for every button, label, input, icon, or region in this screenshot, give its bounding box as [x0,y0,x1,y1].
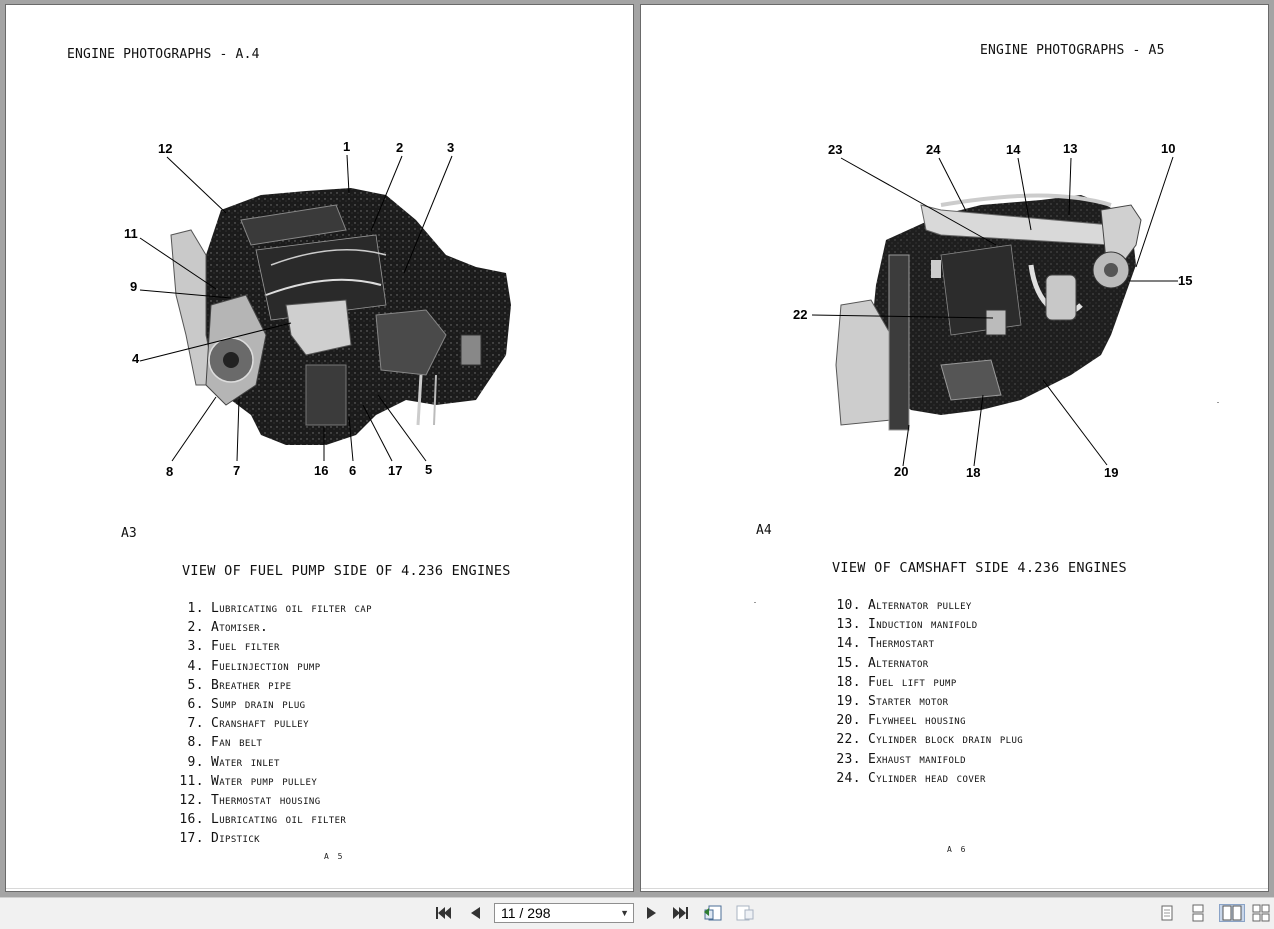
part-item [831,634,1023,653]
page-number-value: 11 / 298 [501,905,551,921]
part-item [174,772,372,791]
part-item [831,673,1023,692]
part-name: Dipstick [211,831,260,847]
part-name: Thermostart [868,636,935,652]
callout-11: 11 [124,226,138,241]
page-header: ENGINE PHOTOGRAPHS - A.4 [67,47,260,62]
part-name: Lubricating oil filter cap [211,601,372,616]
callout-5: 5 [425,462,433,477]
page-edge [6,888,633,889]
part-item [831,596,1023,615]
scan-speck [754,602,756,603]
part-number: 3. [187,639,204,655]
callout-19: 19 [1104,465,1119,480]
callout-13: 13 [1063,141,1078,156]
part-number: 2. [187,620,204,636]
part-number: 18. [836,674,861,690]
page-number: A 5 [324,852,345,861]
callout-2: 2 [396,140,404,155]
part-number: 17. [179,831,204,847]
part-number: 11. [179,773,204,789]
part-item [831,769,1023,788]
callout-15: 15 [1178,273,1193,288]
part-number: 16. [179,812,204,828]
part-name: Fuelinjection pump [211,658,321,674]
callout-6: 6 [349,463,357,478]
part-number: 20. [836,713,861,729]
parts-list [831,596,1023,788]
callout-18: 18 [966,465,981,480]
callout-3: 3 [447,140,455,155]
part-name: Fuel lift pump [868,674,957,690]
part-item [831,711,1023,730]
part-item [174,676,372,695]
part-item [831,615,1023,634]
part-name: Starter motor [868,693,949,709]
go-forward-view-icon[interactable] [735,904,755,922]
part-name: Cylinder block drain plug [868,732,1024,748]
figure-label: A4 [756,523,772,538]
callout-24: 24 [926,142,941,157]
part-name: Fuel filter [211,639,280,655]
last-page-icon[interactable] [671,904,691,922]
callout-10: 10 [1161,141,1176,156]
continuous-view-icon[interactable] [1188,904,1208,922]
previous-page-icon[interactable] [465,904,485,922]
part-number: 10. [836,598,861,613]
part-name: Breather pipe [211,677,292,693]
parts-list [174,599,372,848]
engine-photo-camshaft-side [641,5,1269,505]
scan-speck [1217,402,1219,403]
part-item [831,730,1023,749]
part-number: 19. [836,693,861,709]
continuous-facing-view-icon[interactable] [1251,904,1271,922]
callout-7: 7 [233,463,241,478]
part-number: 9. [187,754,204,770]
part-item [174,753,372,772]
part-item [174,618,372,637]
navigation-toolbar [0,897,1274,929]
facing-pages-view-icon[interactable] [1219,904,1245,922]
callout-22: 22 [793,307,808,322]
part-number: 13. [836,617,861,633]
callout-1: 1 [343,139,351,154]
part-number: 7. [187,716,204,732]
callout-4: 4 [132,351,140,366]
engine-photo-fuel-pump-side [6,5,634,505]
chevron-down-icon[interactable]: ▼ [620,908,629,918]
callout-20: 20 [894,464,909,479]
figure-caption: VIEW OF FUEL PUMP SIDE OF 4.236 ENGINES [182,563,511,579]
part-name: Flywheel housing [868,713,966,729]
go-back-view-icon[interactable] [703,904,723,922]
page-edge [641,888,1268,889]
part-name: Thermostat housing [211,792,321,808]
part-name: Cylinder head cover [868,770,986,786]
part-item [174,714,372,733]
part-number: 24. [836,770,861,786]
callout-23: 23 [828,142,843,157]
part-number: 4. [187,658,204,674]
part-number: 22. [836,732,861,748]
page-number-input[interactable] [494,903,634,923]
part-name: Water inlet [211,754,280,770]
part-name: Lubricating oil filter [211,812,347,828]
part-name: Fan belt [211,735,263,751]
right-page [640,4,1269,892]
page-number: A 6 [947,845,968,854]
part-item [174,810,372,829]
part-number: 14. [836,636,861,652]
part-name: Induction manifold [868,617,978,633]
part-item [831,692,1023,711]
part-number: 1. [187,601,204,616]
figure-caption: VIEW OF CAMSHAFT SIDE 4.236 ENGINES [832,560,1127,576]
part-name: Cranshaft pulley [211,716,309,732]
part-item [174,657,372,676]
part-name: Sump drain plug [211,696,306,712]
part-name: Alternator pulley [868,598,972,613]
single-page-view-icon[interactable] [1157,904,1177,922]
part-name: Alternator [868,655,929,671]
callout-17: 17 [388,463,403,478]
part-number: 23. [836,751,861,767]
first-page-icon[interactable] [433,904,453,922]
callout-12: 12 [158,141,173,156]
part-name: Atomiser. [211,620,269,636]
callout-9: 9 [130,279,138,294]
part-item [174,791,372,810]
next-page-icon[interactable] [641,904,661,922]
figure-label: A3 [121,526,137,541]
part-number: 12. [179,792,204,808]
part-item [831,654,1023,673]
part-item [174,733,372,752]
part-item [174,599,372,618]
part-number: 8. [187,735,204,751]
part-number: 6. [187,696,204,712]
callout-8: 8 [166,464,174,479]
part-item [831,750,1023,769]
left-page [5,4,634,892]
callout-14: 14 [1006,142,1021,157]
page-header: ENGINE PHOTOGRAPHS - A5 [980,43,1165,58]
part-name: Water pump pulley [211,773,318,789]
part-number: 5. [187,677,204,693]
part-item [174,695,372,714]
part-item [174,829,372,848]
part-item [174,637,372,656]
part-name: Exhaust manifold [868,751,966,767]
callout-16: 16 [314,463,329,478]
part-number: 15. [836,655,861,671]
